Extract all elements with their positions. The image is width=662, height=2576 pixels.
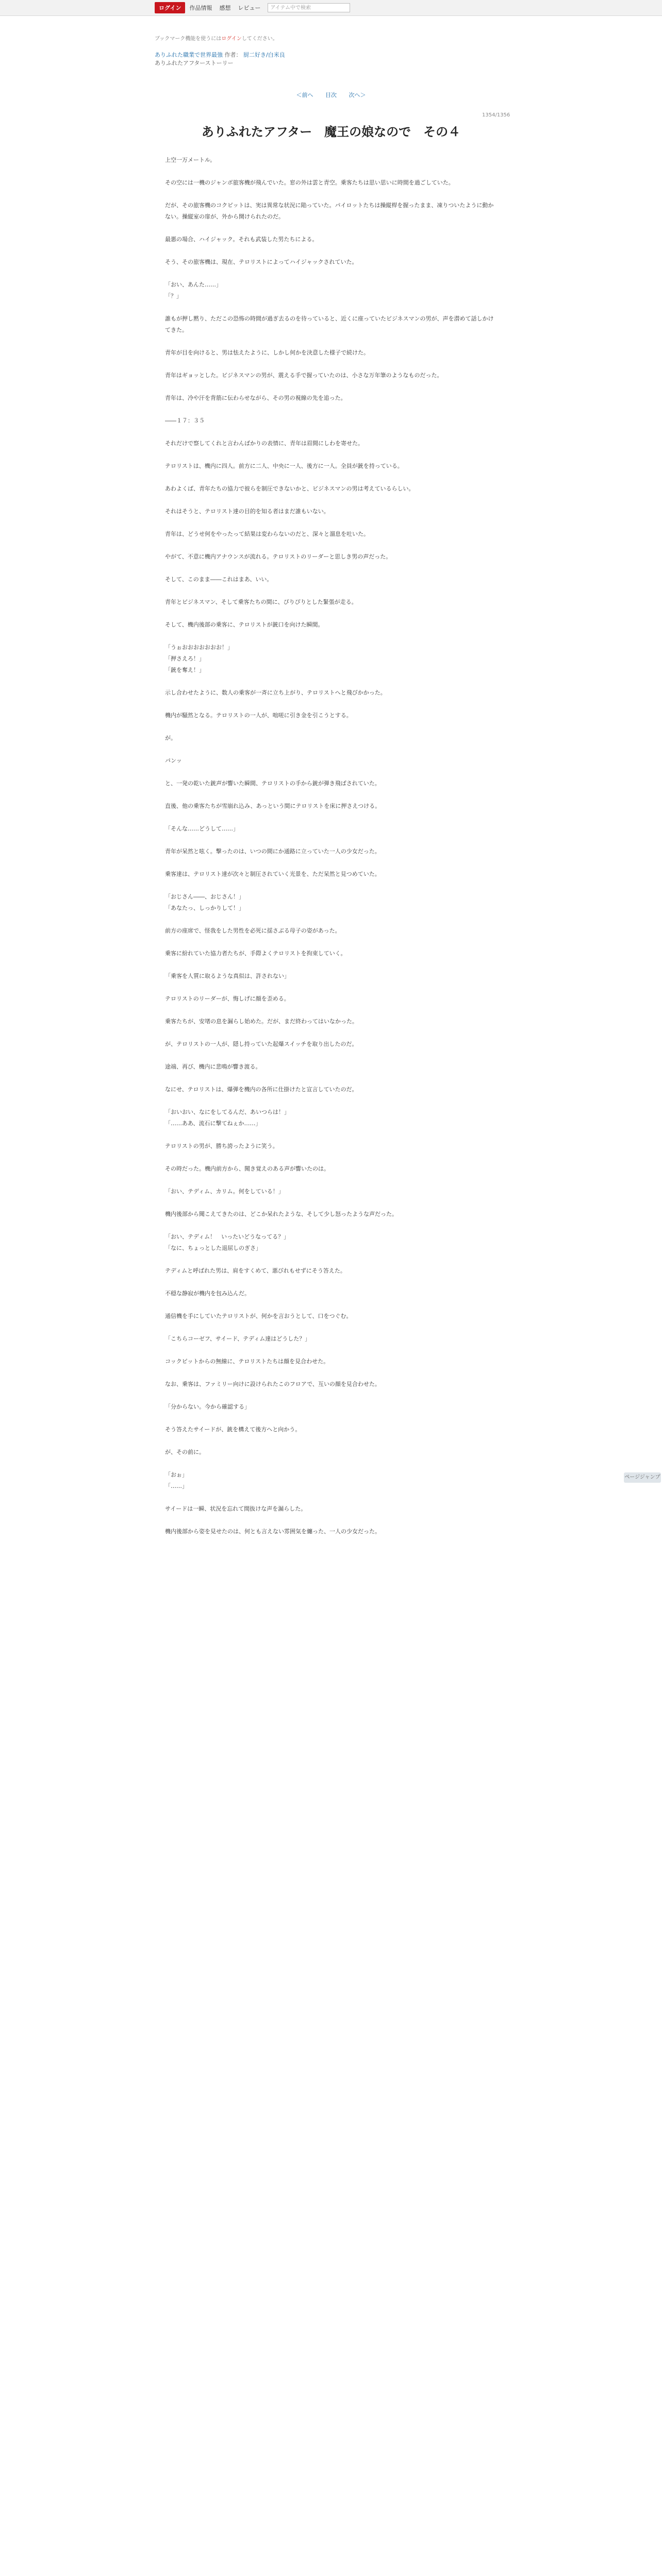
novel-paragraph: そう答えたサイードが、銃を構えて後方へと向かう。 <box>165 1426 301 1433</box>
novel-paragraph: 「銃を奪え！」 <box>165 667 205 673</box>
novel-paragraph <box>165 744 495 755</box>
index-link[interactable]: 目次 <box>325 92 337 98</box>
novel-paragraph: あわよくば、青年たちの協力で彼らを制圧できないかと、ビジネスマンの男は考えているらしい。 <box>165 485 415 492</box>
page-count: 1354/1356 <box>482 112 510 118</box>
novel-paragraph <box>165 937 495 948</box>
novel-paragraph <box>165 1435 495 1447</box>
novel-paragraph: テロリストのリーダーが、悔しげに顔を歪める。 <box>165 995 290 1002</box>
novel-paragraph: が、テロリストの一人が、隠し持っていた起爆スイッチを取り出したのだ。 <box>165 1041 358 1047</box>
novel-body <box>165 155 495 1537</box>
novel-paragraph <box>165 427 495 438</box>
series-title-link[interactable]: ありふれた職業で世界最強 <box>155 52 223 58</box>
novel-paragraph <box>165 1197 495 1209</box>
novel-paragraph <box>165 1458 495 1469</box>
novel-paragraph <box>165 767 495 778</box>
series-author-link[interactable]: 厨二好き/白米良 <box>243 52 285 58</box>
novel-paragraph: 「……ああ、流石に撃てねぇか……」 <box>165 1120 261 1127</box>
novel-paragraph <box>165 1005 495 1016</box>
novel-paragraph: 「あなたっ、しっかりして！」 <box>165 905 244 911</box>
novel-paragraph: 「おい、テディム！ いったいどうなってる？」 <box>165 1233 290 1240</box>
novel-paragraph: 「おいおい、なにをしてるんだ、あいつらは！」 <box>165 1109 290 1115</box>
novel-paragraph <box>165 1345 495 1356</box>
bookmark-notice <box>155 34 278 42</box>
novel-paragraph <box>165 1095 495 1107</box>
novel-paragraph <box>165 1322 495 1333</box>
novel-paragraph: なにせ、テロリストは、爆弾を機内の各所に仕掛けたと宣言していたのだ。 <box>165 1086 358 1093</box>
novel-paragraph: 「うぉおおおおおおお！」 <box>165 644 233 651</box>
novel-paragraph <box>165 608 495 619</box>
novel-paragraph: 機内が騒然となる。テロリストの一人が、咄嗟に引き金を引こうとする。 <box>165 712 352 719</box>
novel-paragraph: 乗客達は、テロリスト達が次々と制圧されていく光景を、ただ呆然と見つめていた。 <box>165 871 380 877</box>
novel-paragraph <box>165 166 495 177</box>
nav-link-work-info[interactable]: 作品情報 <box>189 5 212 11</box>
novel-paragraph: だが、その旅客機のコクピットは、実は異常な状況に陥っていた。パイロットたちは操縦桿を握ったまま、凍りついたように動かない。操縦室の扉が、外から開けられたのだ。 <box>165 202 494 220</box>
novel-paragraph <box>165 857 495 869</box>
novel-paragraph: 「おい、テディム、カリム。何をしている！」 <box>165 1188 284 1195</box>
novel-paragraph <box>165 1413 495 1424</box>
novel-paragraph: 「……」 <box>165 1483 188 1489</box>
novel-paragraph: 「そんな……どうして……」 <box>165 825 239 832</box>
novel-paragraph <box>165 381 495 393</box>
novel-paragraph: 青年とビジネスマン、そして乗客たちの間に、ぴりぴりとした緊張が走る。 <box>165 599 357 605</box>
notice-suffix: してください。 <box>241 36 278 42</box>
novel-paragraph <box>165 721 495 733</box>
novel-paragraph <box>165 959 495 971</box>
novel-paragraph: 「？」 <box>165 293 182 299</box>
novel-paragraph: 乗客に紛れていた協力者たちが、手際よくテロリストを拘束していく。 <box>165 950 346 957</box>
novel-paragraph: テロリストの男が、勝ち誇ったように笑う。 <box>165 1143 278 1149</box>
novel-paragraph: それだけで察してくれと言わんばかりの表情に、青年は眉間にしわを寄せた。 <box>165 440 363 447</box>
novel-paragraph <box>165 676 495 687</box>
series-author-label: 作者： <box>224 52 242 58</box>
novel-paragraph: 機内後部から聞こえてきたのは、どこか呆れたような、そして少し怒ったような声だった。 <box>165 1211 398 1217</box>
novel-paragraph: が。 <box>165 735 176 741</box>
nav-link-impressions[interactable]: 感想 <box>219 5 231 11</box>
novel-paragraph: その時だった。機内前方から、聞き覚えのある声が響いたのは。 <box>165 1165 329 1172</box>
series-line <box>155 50 285 59</box>
novel-paragraph: 示し合わせたように、数人の乗客が一斉に立ち上がり、テロリストへと飛びかかった。 <box>165 689 386 696</box>
novel-paragraph: そう、その旅客機は、現在、テロリストによってハイジャックされていた。 <box>165 259 358 265</box>
novel-paragraph <box>165 563 495 574</box>
novel-paragraph: テディムと呼ばれた男は、肩をすくめて、悪びれもせずにそう答えた。 <box>165 1267 346 1274</box>
novel-paragraph: 「こちらコーゼフ、サイード、テディム達はどうした？」 <box>165 1335 311 1342</box>
novel-paragraph <box>165 336 495 347</box>
novel-paragraph: それはそうと、テロリスト達の目的を知る者はまだ誰もいない。 <box>165 508 329 515</box>
story-title: ありふれたアフターストーリー <box>155 60 234 66</box>
novel-paragraph: 青年が目を向けると、男は怯えたように、しかし何かを決意した様子で続けた。 <box>165 349 369 356</box>
novel-paragraph <box>165 1390 495 1401</box>
novel-paragraph: 最悪の場合、ハイジャック。それも武装した男たちによる。 <box>165 236 318 243</box>
top-bar <box>0 0 662 16</box>
novel-paragraph: 上空一万メートル。 <box>165 157 216 163</box>
novel-paragraph: 「おい、あんた……」 <box>165 281 222 288</box>
novel-paragraph <box>165 404 495 415</box>
novel-paragraph <box>165 880 495 891</box>
novel-paragraph <box>165 268 495 279</box>
novel-paragraph <box>165 223 495 234</box>
novel-paragraph <box>165 699 495 710</box>
novel-paragraph <box>165 1129 495 1141</box>
novel-paragraph <box>165 789 495 801</box>
novel-paragraph: サイードは一瞬、状況を忘れて間抜けな声を漏らした。 <box>165 1505 307 1512</box>
novel-paragraph: 「なに、ちょっとした退屈しのぎさ」 <box>165 1245 261 1251</box>
notice-login-link[interactable]: ログイン <box>221 36 242 42</box>
novel-paragraph: 通信機を手にしていたテロリストが、何かを言おうとして、口をつぐむ。 <box>165 1313 352 1319</box>
novel-paragraph <box>165 517 495 529</box>
novel-paragraph: 「分からない。今から確認する」 <box>165 1403 250 1410</box>
prev-link[interactable]: ＜前へ <box>296 92 313 98</box>
novel-paragraph: 青年はギョッとした。ビジネスマンの男が、震える手で握っていたのは、小さな万年筆のようなものだった。 <box>165 372 443 379</box>
novel-paragraph <box>165 1254 495 1265</box>
novel-paragraph <box>165 982 495 993</box>
novel-paragraph: 青年は、冷や汗を背筋に伝わらせながら、その男の視線の先を追った。 <box>165 395 346 401</box>
chapter-title: ありふれたアフター 魔王の娘なので その４ <box>201 125 461 139</box>
novel-paragraph <box>165 1027 495 1039</box>
novel-paragraph <box>165 914 495 925</box>
novel-paragraph: テロリストは、機内に四人。前方に二人、中央に一人、後方に一人。全員が銃を持っている。 <box>165 463 403 469</box>
novel-paragraph: と、一発の乾いた銃声が響いた瞬間、テロリストの手から銃が弾き飛ばされていた。 <box>165 780 380 787</box>
novel-paragraph <box>165 540 495 551</box>
novel-paragraph <box>165 585 495 597</box>
novel-paragraph <box>165 359 495 370</box>
novel-paragraph: そして、機内後部の乗客に、テロリストが銃口を向けた瞬間。 <box>165 621 324 628</box>
novel-paragraph: 青年が呆然と呟く。撃ったのは、いつの間にか通路に立っていた一人の少女だった。 <box>165 848 380 855</box>
novel-paragraph <box>165 245 495 257</box>
novel-paragraph <box>165 1367 495 1379</box>
novel-paragraph: 途端、再び、機内に悲鳴が響き渡る。 <box>165 1063 261 1070</box>
search-input[interactable]: アイテム中で検索 <box>268 3 350 12</box>
novel-paragraph <box>165 1050 495 1061</box>
novel-paragraph: 前方の座席で、怪我をした男性を必死に揺さぶる母子の姿があった。 <box>165 927 341 934</box>
novel-paragraph <box>165 1492 495 1503</box>
novel-paragraph: 誰もが押し黙り、ただこの恐怖の時間が過ぎ去るのを待っていると、近くに座っていたビジネスマンの男が、声を潜めて話しかけてきた。 <box>165 315 494 333</box>
login-button[interactable]: ログイン <box>155 2 185 13</box>
novel-paragraph <box>165 1152 495 1163</box>
novel-paragraph: 「押さえろ！」 <box>165 655 205 662</box>
novel-paragraph: 直後、他の乗客たちが雪崩れ込み、あっという間にテロリストを床に押さえつける。 <box>165 803 381 809</box>
novel-paragraph: 機内後部から姿を見せたのは、何とも言えない雰囲気を纏った、一人の少女だった。 <box>165 1528 380 1535</box>
novel-paragraph: なお、乗客は、ファミリー向けに設けられたこのフロアで、互いの顔を見合わせた。 <box>165 1381 380 1387</box>
next-link[interactable]: 次へ＞ <box>349 92 366 98</box>
novel-paragraph <box>165 449 495 461</box>
novel-paragraph: 青年は、どうせ何をやったって結果は変わらないのだと、深々と溜息を吐いた。 <box>165 531 369 537</box>
novel-paragraph <box>165 631 495 642</box>
novel-paragraph: そして、このまま――これはまあ、いい。 <box>165 576 273 583</box>
novel-paragraph: が、その前に。 <box>165 1449 205 1455</box>
pager <box>0 91 662 99</box>
novel-paragraph: 「おぉ」 <box>165 1471 188 1478</box>
novel-paragraph <box>165 189 495 200</box>
novel-paragraph: コックピットからの無線に、テロリストたちは顔を見合わせた。 <box>165 1358 329 1365</box>
novel-paragraph: 乗客たちが、安堵の息を漏らし始めた。だが、まだ終わってはいなかった。 <box>165 1018 358 1025</box>
novel-paragraph <box>165 1515 495 1526</box>
novel-paragraph <box>165 1277 495 1288</box>
novel-paragraph: ――１７：３５ <box>165 417 205 424</box>
novel-paragraph: やがて、不意に機内アナウンスが流れる。テロリストのリーダーと思しき男の声だった。 <box>165 553 392 560</box>
novel-paragraph: その空には一機のジャンボ旅客機が飛んでいた。窓の外は雲と青空。乗客たちは思い思いに時間を過ごしていた。 <box>165 179 454 186</box>
novel-paragraph <box>165 1175 495 1186</box>
top-bar-inner <box>155 2 350 13</box>
novel-paragraph: 「おじさん――、おじさん！」 <box>165 893 244 900</box>
notice-prefix: ブックマーク機能を使うには <box>155 36 222 42</box>
nav-link-reviews[interactable]: レビュー <box>238 5 261 11</box>
novel-paragraph <box>165 812 495 823</box>
novel-paragraph <box>165 1299 495 1311</box>
novel-paragraph <box>165 835 495 846</box>
novel-paragraph: パンッ <box>165 757 182 764</box>
novel-paragraph: 不穏な静寂が機内を包み込んだ。 <box>165 1290 250 1297</box>
page-jump-button[interactable]: ページジャンプ <box>624 1472 661 1483</box>
novel-paragraph <box>165 1073 495 1084</box>
novel-paragraph: 「乗客を人質に取るような真似は、許されない」 <box>165 973 290 979</box>
novel-paragraph <box>165 302 495 313</box>
novel-paragraph <box>165 495 495 506</box>
novel-paragraph <box>165 472 495 483</box>
novel-paragraph <box>165 1220 495 1231</box>
